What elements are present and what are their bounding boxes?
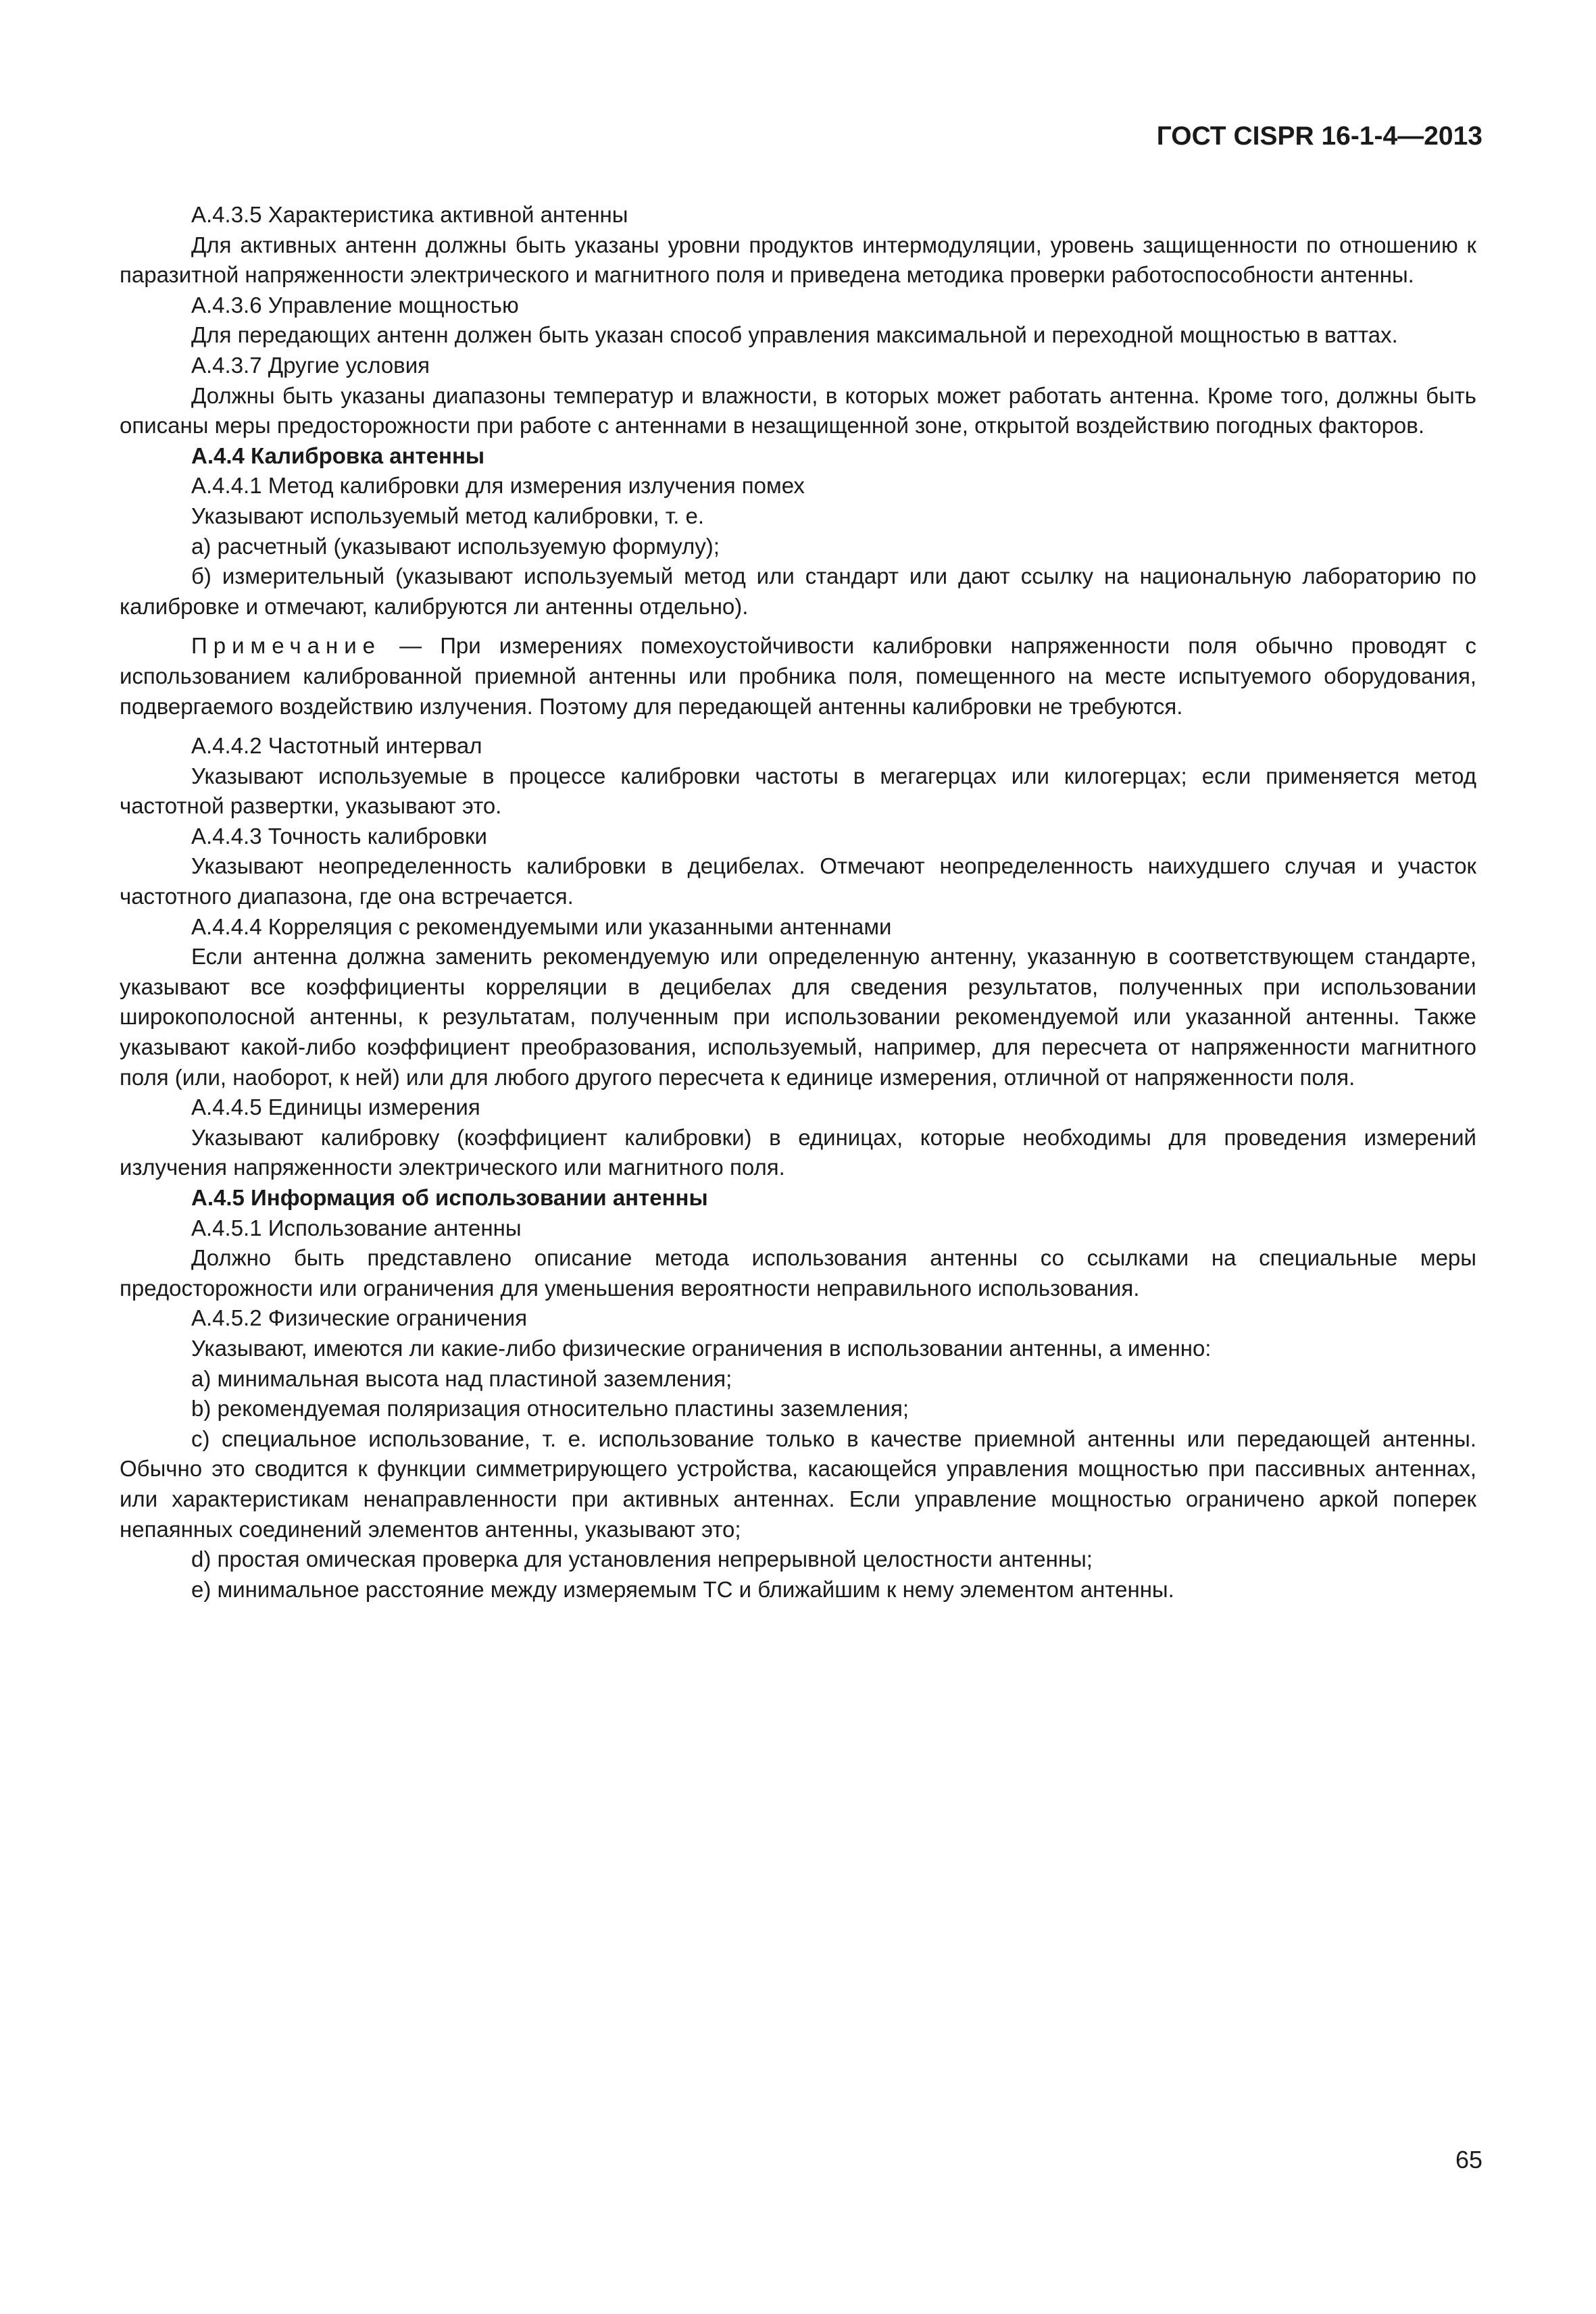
note — [120, 631, 1476, 722]
section-heading: А.4.5.2 Физические ограничения — [191, 1305, 528, 1331]
section-heading: А.4.4.1 Метод калибровки для измерения излучения помех — [191, 473, 805, 499]
section-heading: А.4.3.5 Характеристика активной антенны — [191, 202, 628, 227]
paragraph: Указывают, имеются ли какие-либо физические ограничения в использовании антенны, а именно: — [191, 1335, 1212, 1361]
list-item: a) минимальная высота над пластиной заземления; — [191, 1365, 732, 1391]
section-heading: А.4.4.4 Корреляция с рекомендуемыми или указанными антеннами — [191, 913, 892, 939]
list-item: b) рекомендуемая поляризация относительно пластины заземления; — [191, 1396, 909, 1422]
section-heading: А.4.5.1 Использование антенны — [191, 1215, 522, 1240]
list-item: e) минимальное расстояние между измеряемым ТС и ближайшим к нему элементом антенны. — [191, 1576, 1174, 1602]
paragraph: Указывают неопределенность калибровки в децибелах. Отмечают неопределенность наихудшего случая и участок частотного диапазона, где она встречается. — [120, 853, 1476, 909]
section-heading-bold: А.4.4 Калибровка антенны — [191, 443, 485, 468]
section-heading: А.4.4.2 Частотный интервал — [191, 733, 482, 759]
document-body — [120, 200, 1476, 1605]
paragraph: Для передающих антенн должен быть указан способ управления максимальной и переходной мощностью в ваттах. — [191, 322, 1398, 348]
document-header: ГОСТ CISPR 16-1-4—2013 — [1156, 122, 1482, 151]
paragraph: Если антенна должна заменить рекомендуемую или определенную антенну, указанную в соответствующем стандарте, указывают все коэффициенты корреляции в децибелах для сведения результатов, полученных при использовании широкополосной антенны, к результатам, полученным при использовании рекомендуемой или указанной антенны. Также указывают какой-либо коэффициент преобразования, используемый, например, для пересчета от напряженности магнитного поля (или, наоборот, к ней) или для любого другого пересчета к единице измерения, отличной от напряженности поля. — [120, 944, 1476, 1090]
section-heading-bold: А.4.5 Информация об использовании антенны — [191, 1185, 708, 1210]
paragraph: Указывают калибровку (коэффициент калибровки) в единицах, которые необходимы для проведения измерений излучения напряженности электрического или магнитного поля. — [120, 1124, 1476, 1180]
paragraph: Указывают используемый метод калибровки, т. е. — [191, 503, 705, 528]
paragraph: Для активных антенн должны быть указаны уровни продуктов интермодуляции, уровень защищенности по отношению к паразитной напряженности электрического и магнитного поля и приведена методика проверки работоспособности антенны. — [120, 232, 1476, 288]
list-item: c) специальное использование, т. е. использование только в качестве приемной антенны или передающей антенны. Обычно это сводится к функции симметрирующего устройства, касающейся управления мощностью при пассивных антеннах, или характеристикам ненаправленности при активных антеннах. Если управление мощностью ограничено аркой поперек непаянных соединений элементов антенны, указывают это; — [120, 1426, 1476, 1542]
list-item: б) измерительный (указывают используемый метод или стандарт или дают ссылку на национальную лабораторию по калибровке и отмечают, калибруются ли антенны отдельно). — [120, 563, 1476, 619]
list-item: d) простая омическая проверка для установления непрерывной целостности антенны; — [191, 1546, 1093, 1572]
note-text: — При измерениях помехоустойчивости калибровки напряженности поля обычно проводят с использованием калиброванной приемной антенны или пробника поля, помещенного на месте испытуемого оборудования, подвергаемого воздействию излучения. Поэтому для передающей антенны калибровки не требуются. — [120, 633, 1476, 719]
section-heading: А.4.3.6 Управление мощностью — [191, 292, 519, 318]
section-heading: А.4.4.3 Точность калибровки — [191, 823, 487, 849]
list-item: а) расчетный (указывают используемую формулу); — [191, 533, 720, 559]
note-label: Примечание — [191, 633, 382, 659]
paragraph: Указывают используемые в процессе калибровки частоты в мегагерцах или килогерцах; если применяется метод частотной развертки, указывают это. — [120, 763, 1476, 819]
section-heading: А.4.4.5 Единицы измерения — [191, 1095, 480, 1120]
paragraph: Должны быть указаны диапазоны температур и влажности, в которых может работать антенна. Кроме того, должны быть описаны меры предосторожности при работе с антеннами в незащищенной зоне, открытой воздействию погодных факторов. — [120, 382, 1476, 438]
section-heading: А.4.3.7 Другие условия — [191, 352, 430, 378]
paragraph: Должно быть представлено описание метода использования антенны со ссылками на специальные меры предосторожности или ограничения для уменьшения вероятности неправильного использования. — [120, 1245, 1476, 1301]
page-number: 65 — [1455, 2146, 1482, 2173]
